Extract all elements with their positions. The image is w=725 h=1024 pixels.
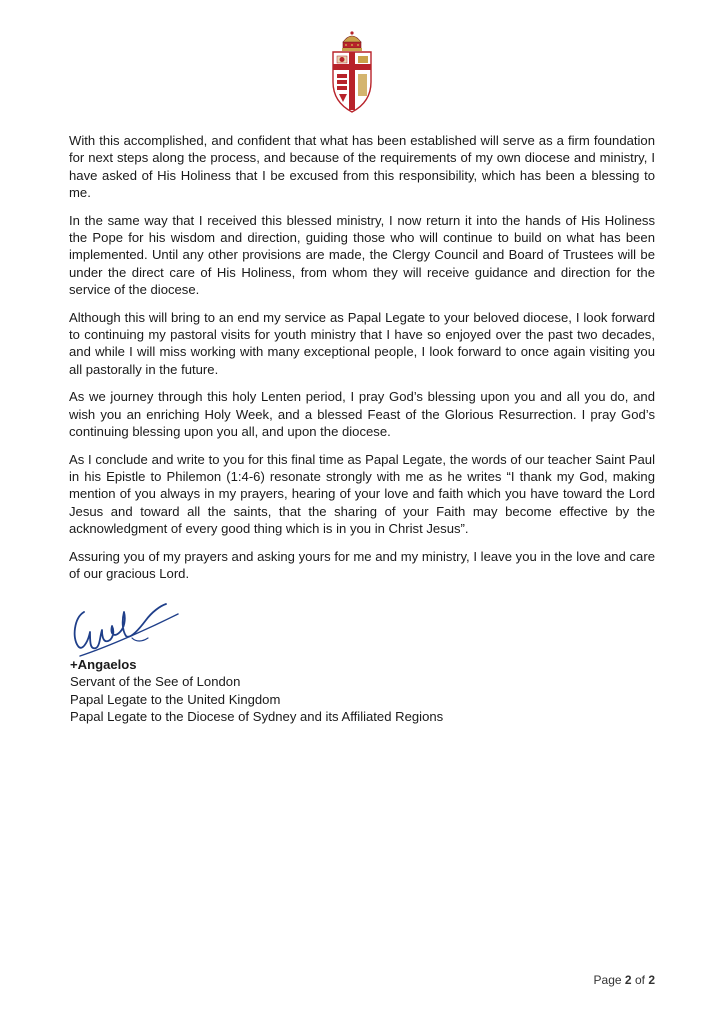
signatory-title: Papal Legate to the Diocese of Sydney and its Affiliated Regions [70, 709, 444, 725]
shield-icon [333, 52, 371, 112]
crown-icon [342, 31, 362, 51]
paragraph: As we journey through this holy Lenten period, I pray God’s blessing upon you and all you do, and wish you an enriching Holy Week, and a blessed Feast of the Glorious Resurrection. I pray God’s continuing blessing upon you all, and upon the diocese. [69, 389, 655, 440]
signatory-name: +Angaelos [70, 657, 137, 672]
paragraph: Assuring you of my prayers and asking yours for me and my ministry, I leave you in the love and care of our gracious Lord. [69, 548, 655, 581]
paragraph: With this accomplished, and confident that what has been established will serve as a firm foundation for next steps along the process, and because of the requirements of my own diocese and ministry, I have asked of His Holiness that I be excused from this responsibility, which has been a blessing to me. [69, 133, 655, 201]
page-of: of [634, 973, 645, 987]
handwritten-signature [70, 598, 190, 664]
diocese-crest-logo [330, 30, 374, 114]
letter-body [69, 132, 655, 582]
signature-block [70, 656, 443, 726]
page-number [594, 973, 655, 987]
paragraph: Although this will bring to an end my service as Papal Legate to your beloved diocese, I look forward to continuing my pastoral visits for youth ministry that I have so enjoyed over the past two decades, and while I will miss working with many exceptional people, I look forward to once again visiting you all pastorally in the future. [69, 309, 655, 377]
page-current: 2 [624, 973, 632, 987]
page-label: Page [593, 973, 622, 987]
paragraph: In the same way that I received this blessed ministry, I now return it into the hands of His Holiness the Pope for his wisdom and direction, guiding those who will continue to build on what has been implemented. Until any other provisions are made, the Clergy Council and Board of Trustees will be under the direct care of His Holiness, from whom they will receive guidance and direction for the service of the diocese. [69, 212, 655, 298]
signatory-title: Papal Legate to the United Kingdom [70, 691, 281, 707]
paragraph: As I conclude and write to you for this final time as Papal Legate, the words of our teacher Saint Paul in his Epistle to Philemon (1:4-6) resonate strongly with me as he writes “I thank my God, making mention of you always in my prayers, hearing of your love and faith which you have toward the Lord Jesus and toward all the saints, that the sharing of your Faith may become effective by the acknowledgment of every good thing which is in you in Christ Jesus”. [69, 451, 655, 537]
signatory-title: Servant of the See of London [70, 674, 241, 690]
page-total: 2 [648, 973, 655, 987]
